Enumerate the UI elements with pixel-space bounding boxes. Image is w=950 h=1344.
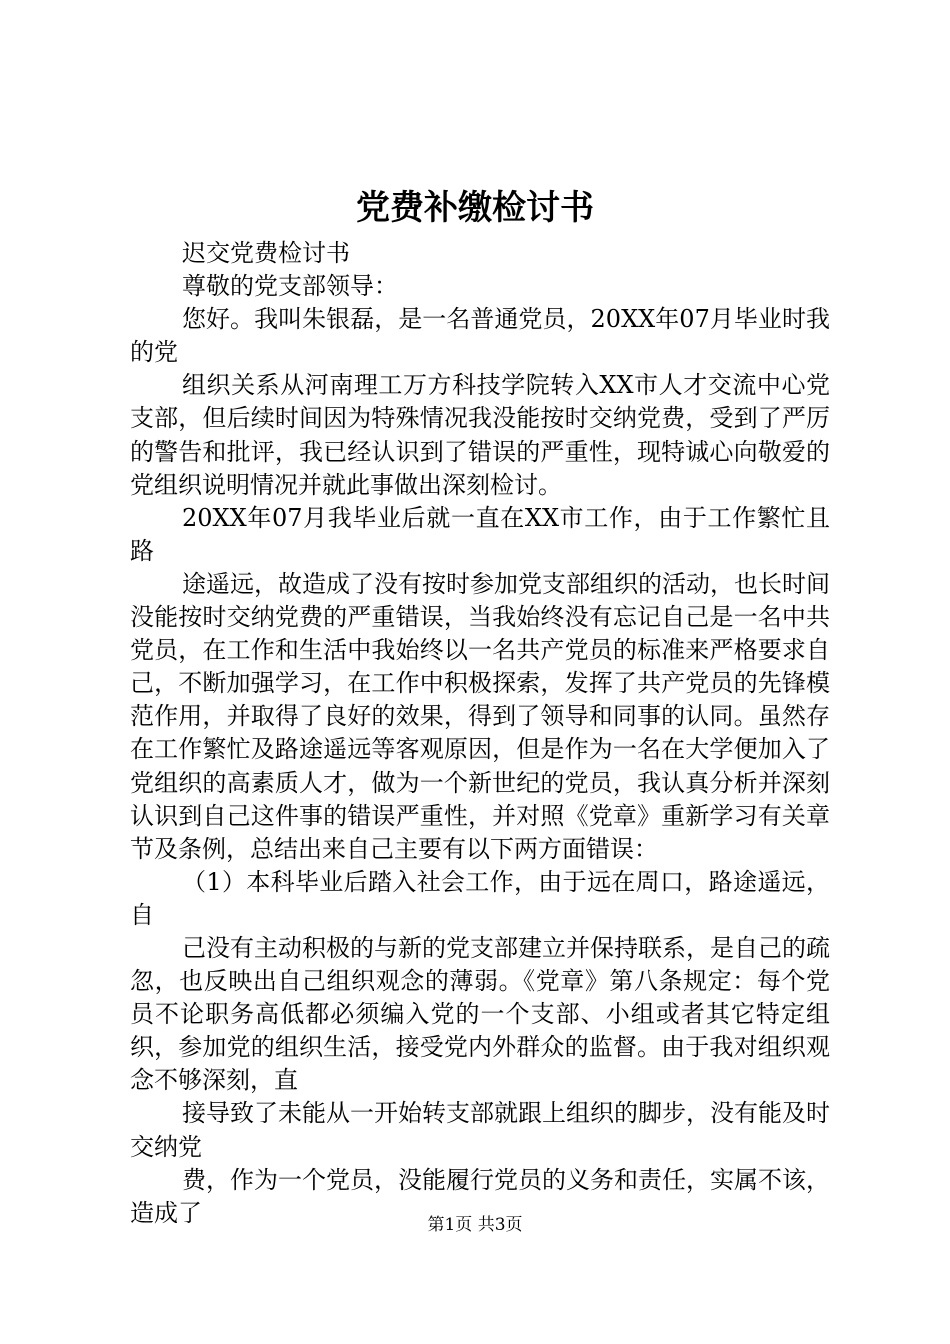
- paragraph-7: （1）本科毕业后踏入社会工作，由于远在周口，路途遥远，自: [130, 867, 830, 929]
- paragraph-5: 20XX年07月我毕业后就一直在XX市工作，由于工作繁忙且路: [130, 503, 830, 565]
- paragraph-1: 迟交党费检讨书: [182, 239, 350, 267]
- paragraph-10: 费，作为一个党员，没能履行党员的义务和责任，实属不该，造成了: [130, 1165, 830, 1227]
- paragraph-2: 尊敬的党支部领导：: [182, 272, 398, 301]
- paragraph-8: 己没有主动积极的与新的党支部建立并保持联系，是自己的疏忽，也反映出自己组织观念的薄弱。《党章》第八条规定：每个党员不论职务高低都必须编入党的一个支部、小组或者其它特定组织，参加党的组织生活，接受党内外群众的监督。由于我对组织观念不够深刻，直: [130, 933, 830, 1095]
- paragraph-9: 接导致了未能从一开始转支部就跟上组织的脚步，没有能及时交纳党: [130, 1099, 830, 1161]
- document-title: 党费补缴检讨书: [356, 188, 594, 228]
- document-body: [130, 237, 830, 1230]
- page-footer: 第1页 共3页: [427, 1215, 523, 1235]
- paragraph-6: 途遥远，故造成了没有按时参加党支部组织的活动，也长时间没能按时交纳党费的严重错误，当我始终没有忘记自己是一名中共党员，在工作和生活中我始终以一名共产党员的标准来严格要求自己，不断加强学习，在工作中积极探索，发挥了共产党员的先锋模范作用，并取得了良好的效果，得到了领导和同事的认同。虽然存在工作繁忙及路途遥远等客观原因，但是作为一名在大学便加入了党组织的高素质人才，做为一个新世纪的党员，我认真分析并深刻认识到自己这件事的错误严重性，并对照《党章》重新学习有关章节及条例，总结出来自己主要有以下两方面错误：: [130, 569, 830, 863]
- paragraph-4: 组织关系从河南理工万方科技学院转入XX市人才交流中心党支部，但后续时间因为特殊情况我没能按时交纳党费，受到了严厉的警告和批评，我已经认识到了错误的严重性，现特诚心向敬爱的党组织说明情况并就此事做出深刻检讨。: [130, 371, 830, 499]
- paragraph-3: 您好。我叫朱银磊，是一名普通党员，20XX年07月毕业时我的党: [130, 305, 830, 367]
